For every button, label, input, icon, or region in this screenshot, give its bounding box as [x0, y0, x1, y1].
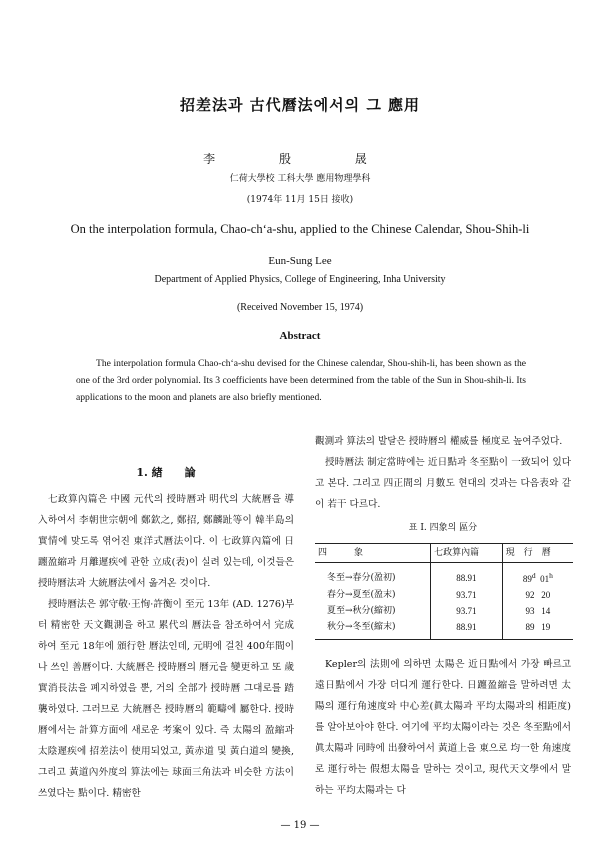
chiljeong-value: 88.91 — [431, 563, 503, 588]
table-row — [315, 563, 573, 588]
current-days: 92 — [525, 590, 535, 600]
author-english: Eun-Sung Lee — [268, 255, 332, 267]
section-heading-introduction: 1. 緖 論 — [136, 466, 196, 479]
four-phases-table — [315, 543, 573, 640]
table-header-row — [315, 544, 573, 563]
page-number: — 19 — — [280, 820, 320, 831]
table-header-cell: 七政算內篇 — [431, 544, 503, 563]
table-row — [315, 619, 573, 640]
abstract-text: The interpolation formula Chao-ch‘a-shu devised for the Chinese calendar, Shou-shih-li, has been shown as the one of the 3rd order polynomial. Its 3 coefficients have been determined from the table of the Sun in Shou-shih-li. Its applications to the moon and planets are also briefly mentioned. — [76, 358, 526, 403]
received-date-english: (Received November 15, 1974) — [236, 302, 364, 313]
current-value — [502, 619, 573, 640]
table-header-cell: 現 行 曆 — [502, 544, 573, 563]
phase-label: 冬至→春分(盈初) — [327, 572, 396, 583]
paragraph: Kepler의 法則에 의하면 太陽은 近日點에서 가장 빠르고 遠日點에서 가장 더디게 運行한다. 日躔盈縮을 말하려면 太陽의 運行角速度와 中心差(眞太陽과 平均太陽과의 相距度)를 알아보아야 한다. 여기에 平均太陽이라는 것은 冬至點에서 眞太陽과 同時에 出發하여서 黃道上을 東으로 均一한 角速度로 運行하는 假想太陽을 말하는 것이고, 現代天文學에서 말하는 平均太陽과는 다 — [315, 659, 571, 796]
table-caption: 표 I. 四象의 區分 — [408, 523, 478, 533]
affiliation-korean: 仁荷大學校 工科大學 應用物理學科 — [229, 174, 371, 184]
paragraph: 授時曆法 制定當時에는 近日點과 冬至點이 一致되어 있다고 본다. 그리고 四正間의 月數도 현대의 것과는 다음表와 같이 若干 다르다. — [315, 457, 571, 510]
chiljeong-value: 88.91 — [431, 619, 503, 640]
paragraph: 授時曆法은 郭守敬·王恂·許衡이 至元 13年 (AD. 1276)부터 精密한 天文觀測을 하고 累代의 曆法을 참조하여서 完成하여 至元 18年에 頒行한 曆法인데, 元明에 걸친 400年間이나 쓰인 善曆이다. 大統曆은 授時曆의 曆元을 變更하고 또 歲實消長法을 폐지하였을 뿐, 거의 全部가 授時曆 그대로를 踏襲하였다. 그러므로 大統曆은 授時曆의 範疇에 屬한다. 授時曆에서는 計算方面에 새로운 考案이 있다. 즉 太陽의 盈縮과 太陰遲疾에 招差法이 使用되었고, 黃赤道 및 黃白道의 變換, 그리고 黃道內外度의 算法에는 球面三角法과 비슷한 方法이 쓰였다는 點이다. 精密한 — [38, 599, 294, 799]
title-english: On the interpolation formula, Chao-ch‘a-shu, applied to the Chinese Calendar, Shou-Shih-li — [70, 222, 530, 236]
current-hours: 19 — [541, 622, 551, 632]
paragraph: 觀測과 算法의 발달은 授時曆의 權威를 極度로 높여주었다. — [315, 436, 563, 447]
received-date-korean: (1974年 11月 15日 接收) — [246, 195, 354, 205]
author-korean: 李 殷 晟 — [203, 152, 397, 166]
chiljeong-value: 93.71 — [431, 587, 503, 603]
affiliation-english: Department of Applied Physics, College of Engineering, Inha University — [154, 274, 446, 285]
paragraph: 七政算內篇은 中國 元代의 授時曆과 明代의 大統曆을 導入하여서 李朝世宗朝에 鄭欽之, 鄭招, 鄭麟趾等이 韓半島의 實情에 맞도록 엮어진 東洋式曆法이다. 이 七政算內篇에 日躔盈縮과 月離遲疾에 관한 立成(表)이 실려 있는데, 이것들은 授時曆法과 大統曆法에서 옮겨온 것이다. — [38, 494, 294, 589]
unit-days: d — [531, 571, 536, 580]
current-days: 93 — [525, 606, 535, 616]
current-hours: 14 — [541, 606, 551, 616]
current-value — [502, 603, 573, 619]
abstract — [76, 355, 526, 406]
current-value — [502, 563, 573, 588]
right-column — [315, 431, 571, 801]
chiljeong-value: 93.71 — [431, 603, 503, 619]
current-hours: 01 — [540, 574, 550, 584]
current-hours: 20 — [541, 590, 551, 600]
current-days: 89 — [525, 622, 535, 632]
unit-hours: h — [549, 571, 553, 580]
current-value — [502, 587, 573, 603]
phase-label: 春分→夏至(盈末) — [327, 590, 396, 600]
table-header-cell: 四 象 — [315, 544, 431, 563]
phase-label: 夏至→秋分(縮初) — [327, 606, 396, 616]
abstract-heading: Abstract — [279, 330, 321, 342]
current-days: 89 — [522, 574, 532, 584]
phase-label: 秋分→冬至(縮末) — [327, 622, 396, 632]
table-row — [315, 587, 573, 603]
left-column — [38, 462, 294, 804]
table-row — [315, 603, 573, 619]
title-korean: 招差法과 古代曆法에서의 그 應用 — [179, 96, 421, 114]
